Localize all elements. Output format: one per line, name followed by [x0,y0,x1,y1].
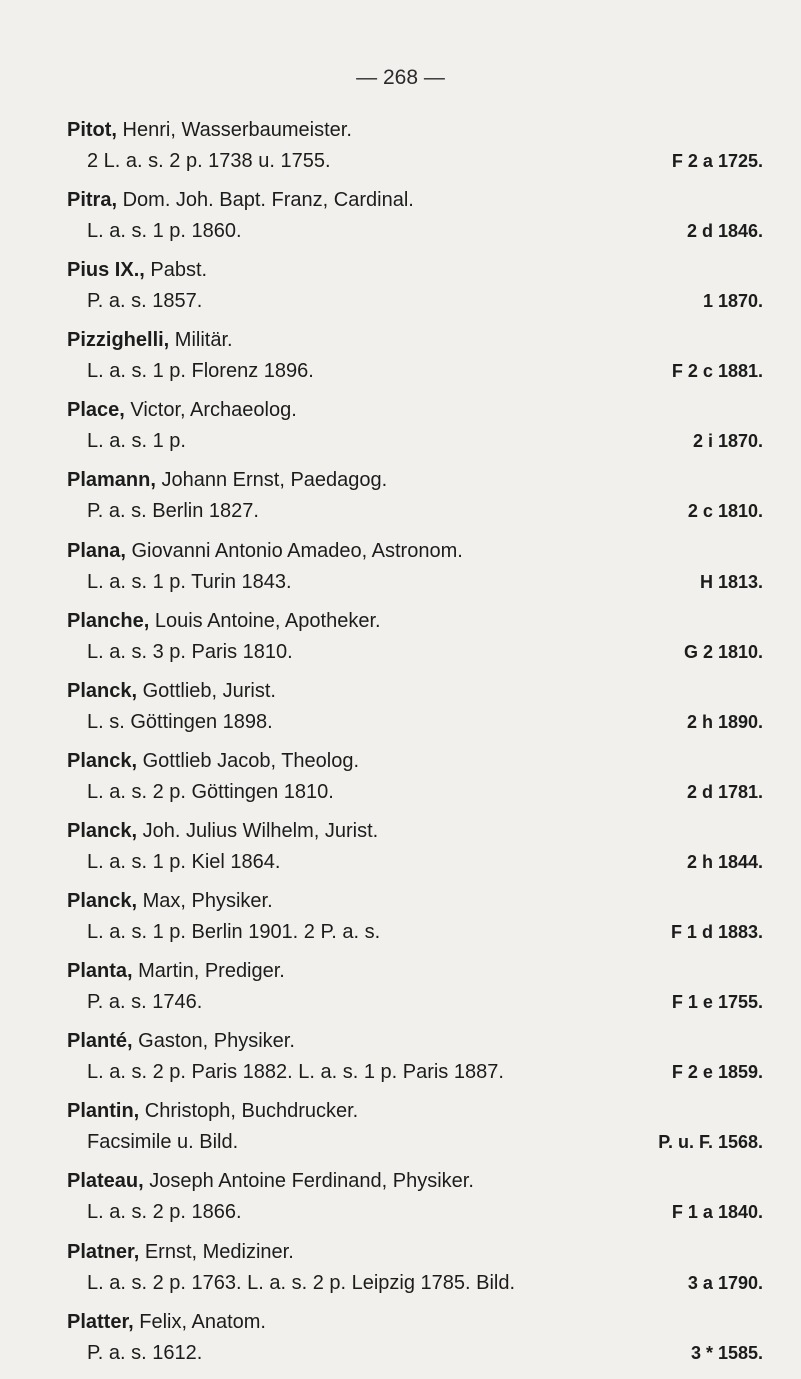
list-item [0,678,801,748]
entry-heading [67,187,414,213]
entry-signature: 3 a 1790. [687,1272,763,1293]
entry-surname: Planck, [67,679,138,702]
entry-surname: Pizzighelli, [67,329,170,352]
list-item [0,1098,801,1168]
list-item [0,748,801,818]
entry-heading [67,397,297,423]
entry-signature: F 2 a 1725. [671,151,763,171]
entry-surname: Planck, [67,749,138,772]
entry-name-description: Johann Ernst, Paedagog. [155,469,388,492]
entry-signature: 1 1870. [702,291,763,312]
entry-name-description: Pabst. [144,259,208,282]
entry-name-description: Felix, Anatom. [133,1310,266,1333]
entry-signature: F 1 d 1883. [670,922,763,943]
entry-details: L. a. s. 1 p. Florenz 1896. [87,360,314,383]
entry-details: L. a. s. 2 p. Göttingen 1810. [87,780,334,803]
entry-details: L. a. s. 2 p. 1866. [87,1201,242,1224]
entry-signature: 2 d 1846. [686,221,763,242]
entry-details: L. a. s. 2 p. Paris 1882. L. a. s. 1 p. Paris 1887. [87,1061,504,1084]
entry-heading [67,538,463,564]
entry-name-description: Gaston, Physiker. [132,1030,295,1053]
entry-details: P. a. s. 1612. [87,1341,203,1364]
entry-signature: 2 i 1870. [692,431,763,452]
entry-signature: 2 c 1810. [687,501,763,522]
list-item [0,1239,801,1309]
entry-heading [67,1028,295,1054]
entry-details: Facsimile u. Bild. [87,1131,239,1154]
list-item [0,888,801,958]
entry-signature: 2 h 1890. [686,711,763,732]
entry-heading [67,1168,474,1194]
entry-heading [67,327,233,353]
entry-name-description: Gottlieb, Jurist. [137,679,276,702]
entry-heading [67,958,285,984]
entry-signature: P. u. F. 1568. [658,1132,763,1153]
entry-surname: Pius IX., [67,259,145,282]
entry-surname: Plateau, [67,1170,144,1193]
entry-surname: Plana, [67,539,126,562]
entry-heading [67,1309,266,1335]
entry-heading [67,608,381,634]
entry-name-description: Joseph Antoine Ferdinand, Physiker. [143,1170,474,1193]
entry-heading [67,678,276,704]
entry-surname: Planck, [67,890,138,913]
entry-name-description: Max, Physiker. [137,890,273,913]
entry-surname: Pitra, [67,189,118,212]
entry-details: L. a. s. 2 p. 1763. L. a. s. 2 p. Leipzig 1785. Bild. [87,1271,516,1294]
list-item [0,608,801,678]
entry-heading [67,888,273,914]
entry-signature: 3 * 1585. [690,1342,763,1363]
entry-heading [67,1098,358,1124]
entry-name-description: Henri, Wasserbaumeister. [117,119,352,141]
entry-heading [67,257,207,283]
entry-details: L. a. s. 3 p. Paris 1810. [87,640,293,663]
entry-signature: F 2 c 1881. [671,361,763,382]
entry-details: P. a. s. Berlin 1827. [87,500,259,523]
list-item [0,327,801,397]
entry-name-description: Gottlieb Jacob, Theolog. [137,749,360,772]
entry-name-description: Joh. Julius Wilhelm, Jurist. [137,819,379,842]
entry-details: P. a. s. 1746. [87,991,203,1014]
list-item [0,257,801,327]
entry-name-description: Ernst, Mediziner. [139,1240,294,1263]
list-item [0,818,801,888]
entry-heading [67,467,387,493]
entry-surname: Planta, [67,960,133,983]
entry-signature: 2 d 1781. [686,781,763,802]
entry-list [0,117,801,1379]
list-item [0,1309,801,1379]
entry-name-description: Militär. [169,329,233,352]
entry-signature: F 1 e 1755. [671,992,763,1013]
entry-surname: Place, [67,399,125,422]
entry-details: 2 L. a. s. 2 p. 1738 u. 1755. [87,150,331,172]
entry-surname: Pitot, [67,119,117,141]
entry-name-description: Dom. Joh. Bapt. Franz, Cardinal. [117,189,414,212]
entry-surname: Plantin, [67,1100,140,1123]
entry-surname: Platner, [67,1240,140,1263]
entry-signature: H 1813. [699,571,763,592]
entry-heading [67,748,359,774]
list-item [0,187,801,257]
entry-surname: Planté, [67,1030,133,1053]
list-item [0,397,801,467]
entry-details: L. s. Göttingen 1898. [87,710,273,733]
list-item [0,1028,801,1098]
page-number: — 268 — [356,66,445,89]
list-item [0,538,801,608]
entry-surname: Plamann, [67,469,156,492]
entry-details: L. a. s. 1 p. [87,430,186,453]
entry-details: L. a. s. 1 p. 1860. [87,220,242,243]
entry-name-description: Giovanni Antonio Amadeo, Astronom. [125,539,463,562]
entry-heading [67,117,352,143]
entry-surname: Platter, [67,1310,134,1333]
list-item [0,467,801,537]
entry-name-description: Christoph, Buchdrucker. [139,1100,359,1123]
list-item [0,117,801,187]
entry-details: L. a. s. 1 p. Turin 1843. [87,570,292,593]
entry-signature: F 1 a 1840. [671,1202,763,1223]
entry-name-description: Victor, Archaeolog. [124,399,297,422]
entry-details: L. a. s. 1 p. Berlin 1901. 2 P. a. s. [87,921,381,944]
list-item [0,958,801,1028]
entry-name-description: Louis Antoine, Apotheker. [149,609,381,632]
list-item [0,1168,801,1238]
entry-heading [67,1239,294,1265]
entry-details: P. a. s. 1857. [87,290,203,313]
entry-signature: F 2 e 1859. [671,1062,763,1083]
entry-name-description: Martin, Prediger. [132,960,285,983]
entry-surname: Planck, [67,819,138,842]
entry-signature: 2 h 1844. [686,851,763,872]
entry-heading [67,818,378,844]
entry-details: L. a. s. 1 p. Kiel 1864. [87,850,281,873]
entry-signature: G 2 1810. [683,641,763,662]
entry-surname: Planche, [67,609,150,632]
